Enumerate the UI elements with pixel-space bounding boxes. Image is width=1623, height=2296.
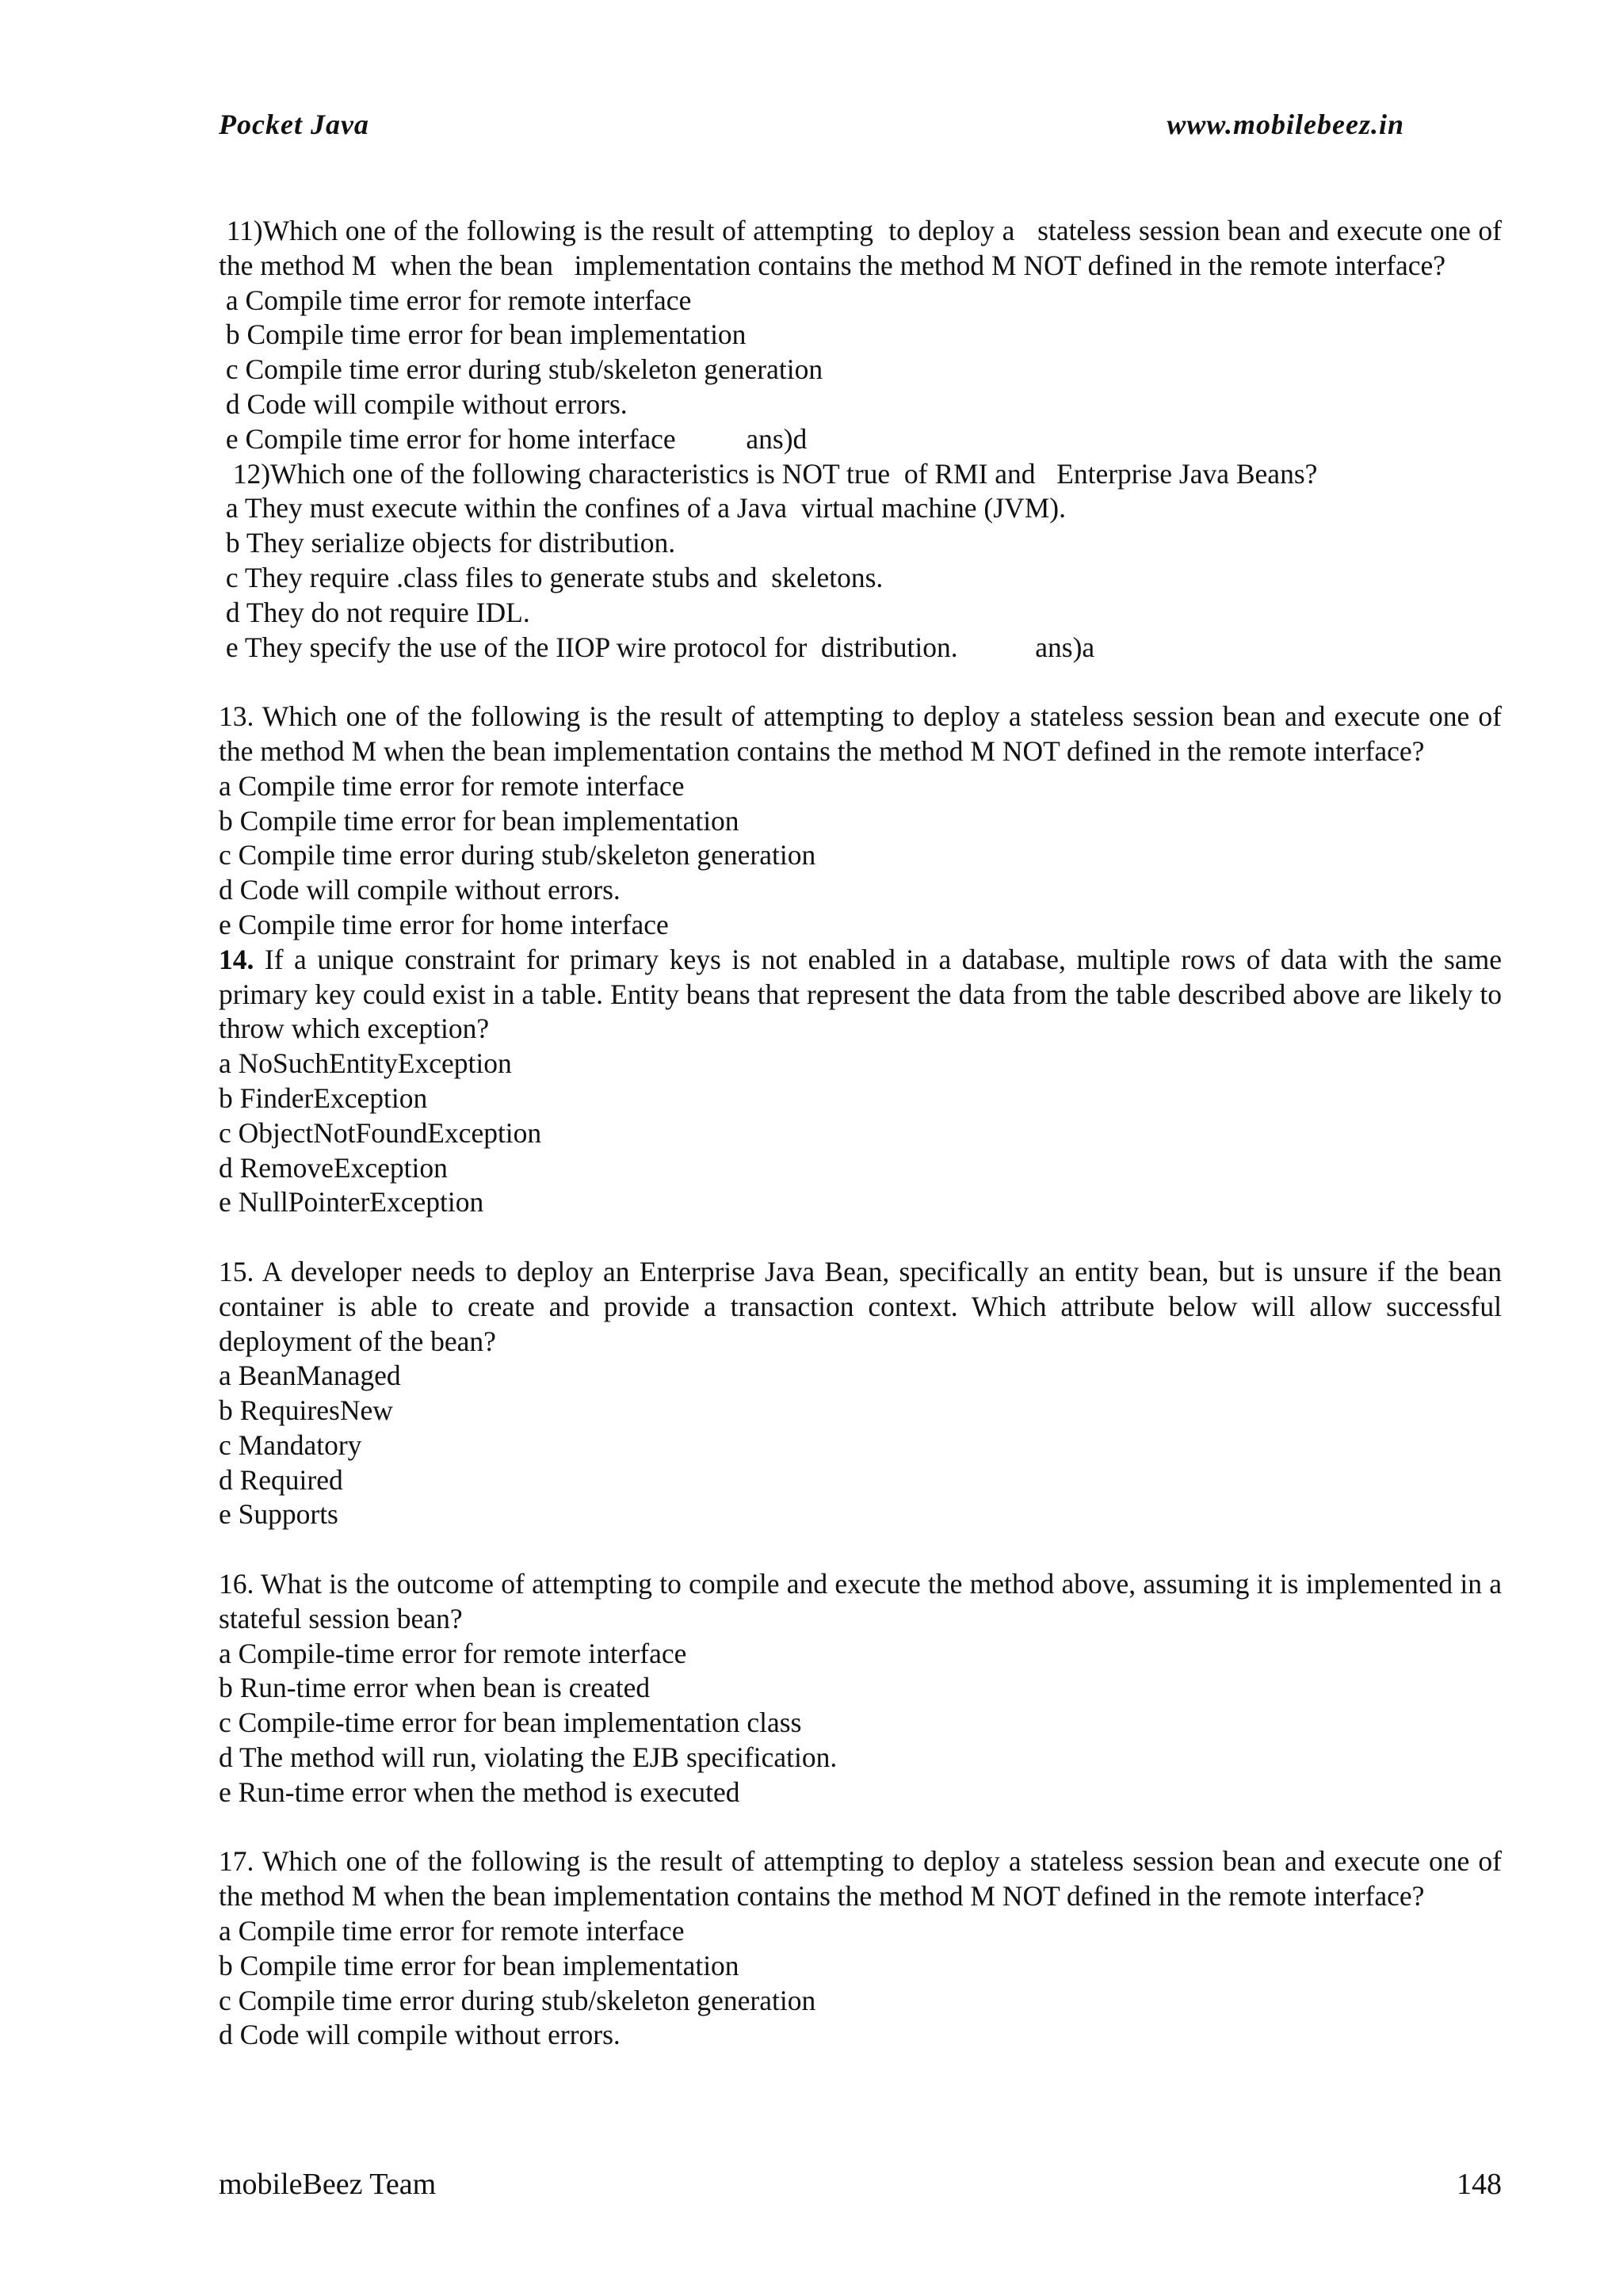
question-12-option-a: a They must execute within the confines of a Java virtual machine (JVM). xyxy=(219,492,1066,524)
question-15-option-e: e Supports xyxy=(219,1498,338,1531)
question-14-option-d: d RemoveException xyxy=(219,1151,448,1184)
question-11-option-e: e Compile time error for home interface ans)d xyxy=(219,422,808,455)
question-15-text: 15. A developer needs to deploy an Enterprise Java Bean, specifically an entity bean, but is unsure if the bean container is able to create and provide a transaction context. Which attribute below will allow successful deployment of the bean? xyxy=(219,1255,1502,1357)
question-14-option-c: c ObjectNotFoundException xyxy=(219,1116,542,1149)
question-14-number: 14. xyxy=(219,943,254,975)
question-11-option-a: a Compile time error for remote interface xyxy=(219,284,692,316)
question-16-text: 16. What is the outcome of attempting to compile and execute the method above, assuming it is implemented in a stateful session bean? xyxy=(219,1568,1502,1634)
question-12-text: 12)Which one of the following characteristics is NOT true of RMI and Enterprise Java Beans? xyxy=(219,457,1318,490)
question-17-option-c: c Compile time error during stub/skeleton generation xyxy=(219,1984,816,2016)
question-11 xyxy=(219,214,1509,457)
question-16-option-b: b Run-time error when bean is created xyxy=(219,1672,651,1704)
page-body xyxy=(219,214,1509,2053)
question-11-text: 11)Which one of the following is the result of attempting to deploy a stateless session bean and execute one of the method M when the bean implementation contains the method M NOT defined in the remote interface? xyxy=(219,215,1509,281)
question-16-option-e: e Run-time error when the method is executed xyxy=(219,1775,740,1808)
question-17-option-b: b Compile time error for bean implementation xyxy=(219,1949,739,1981)
website-url: www.mobilebeez.in xyxy=(1167,109,1404,140)
question-12 xyxy=(219,457,1502,666)
page-number: 148 xyxy=(1457,2168,1502,2201)
question-14-option-a: a NoSuchEntityException xyxy=(219,1047,512,1080)
question-12-option-e: e They specify the use of the IIOP wire protocol for distribution. ans)a xyxy=(219,631,1095,663)
question-13-text: 13. Which one of the following is the result of attempting to deploy a stateless session bean and execute one of the method M when the bean implementation contains the method M NOT defined in the remote interface? xyxy=(219,700,1502,767)
question-13-option-d: d Code will compile without errors. xyxy=(219,874,621,906)
question-14-text xyxy=(219,943,1502,1047)
question-15 xyxy=(219,1255,1502,1532)
question-13 xyxy=(219,700,1502,943)
question-15-option-a: a BeanManaged xyxy=(219,1360,401,1392)
question-14-option-b: b FinderException xyxy=(219,1081,428,1114)
question-14-body: If a unique constraint for primary keys is not enabled in a database, multiple rows of data with the same primary key could exist in a table. Entity beans that represent the data from the table described above are likely to throw which exception? xyxy=(219,943,1502,1045)
question-16 xyxy=(219,1567,1502,1810)
question-11-option-c: c Compile time error during stub/skeleton generation xyxy=(219,353,823,386)
question-13-option-e: e Compile time error for home interface xyxy=(219,908,669,940)
question-17-option-d: d Code will compile without errors. xyxy=(219,2019,621,2051)
spacer xyxy=(219,1532,1502,1567)
book-title: Pocket Java xyxy=(219,109,369,140)
question-12-option-d: d They do not require IDL. xyxy=(219,596,530,628)
question-11-option-b: b Compile time error for bean implementation xyxy=(219,318,747,351)
page-header xyxy=(219,108,1404,149)
question-15-option-c: c Mandatory xyxy=(219,1428,362,1461)
spacer xyxy=(219,1220,1502,1255)
question-13-option-c: c Compile time error during stub/skeleton generation xyxy=(219,839,816,871)
question-16-option-c: c Compile-time error for bean implementation class xyxy=(219,1707,802,1739)
question-11-option-d: d Code will compile without errors. xyxy=(219,387,628,420)
question-14-option-e: e NullPointerException xyxy=(219,1186,484,1219)
question-16-option-d: d The method will run, violating the EJB specification. xyxy=(219,1741,838,1774)
question-15-option-b: b RequiresNew xyxy=(219,1394,393,1427)
question-16-option-a: a Compile-time error for remote interface xyxy=(219,1637,687,1669)
question-17-text: 17. Which one of the following is the result of attempting to deploy a stateless session bean and execute one of the method M when the bean implementation contains the method M NOT defined in the remote interface? xyxy=(219,1845,1502,1913)
question-17 xyxy=(219,1844,1502,2053)
question-13-option-a: a Compile time error for remote interface xyxy=(219,769,685,802)
spacer xyxy=(219,1810,1502,1845)
question-17-option-a: a Compile time error for remote interface xyxy=(219,1915,685,1947)
question-15-option-d: d Required xyxy=(219,1463,343,1496)
question-12-option-b: b They serialize objects for distribution. xyxy=(219,527,676,559)
footer-author: mobileBeez Team xyxy=(219,2168,437,2201)
question-12-option-c: c They require .class files to generate stubs and skeletons. xyxy=(219,561,884,593)
question-14 xyxy=(219,943,1502,1220)
question-13-option-b: b Compile time error for bean implementation xyxy=(219,804,739,837)
spacer xyxy=(219,665,1502,700)
